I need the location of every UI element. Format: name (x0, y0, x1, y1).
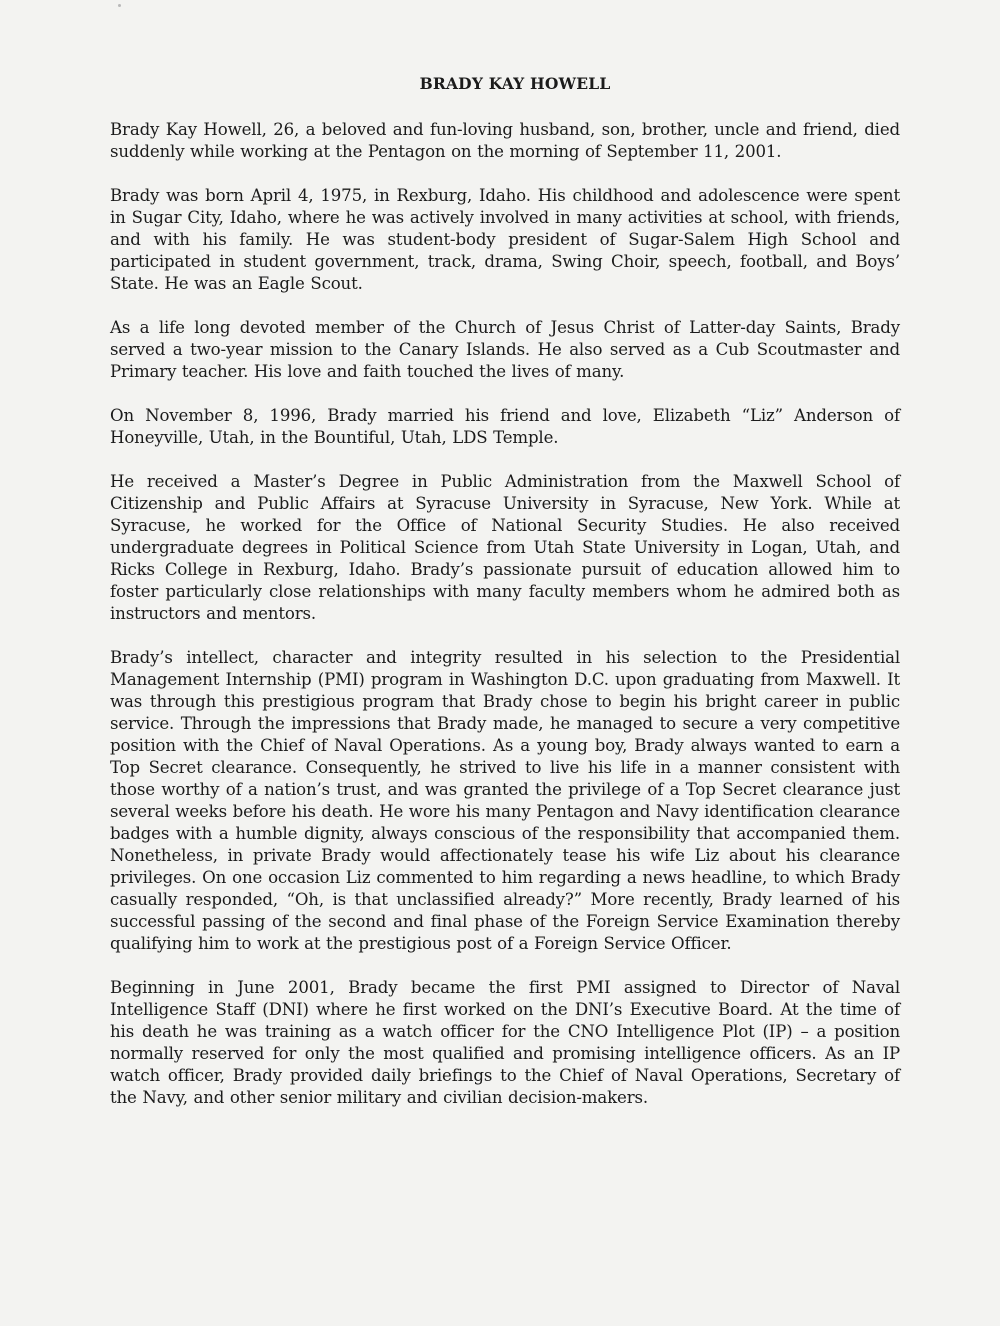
paragraph-career: Brady’s intellect, character and integrity resulted in his selection to the Presidential Management Internship (PMI) program in Washington D.C. upon graduating from Maxwell. It was through this prestigious program that Brady chose to begin his bright career in public service. Through the impressions that Brady made, he managed to secure a very competitive position with the Chief of Naval Operations. As a young boy, Brady always wanted to earn a Top Secret clearance. Consequently, he strived to live his life in a manner consistent with those worthy of a nation’s trust, and was granted the privilege of a Top Secret clearance just several weeks before his death. He wore his many Pentagon and Navy identification clearance badges with a humble dignity, always conscious of the responsibility that accompanied them. Nonetheless, in private Brady would affectionately tease his wife Liz about his clearance privileges. On one occasion Liz commented to him regarding a news headline, to which Brady casually responded, “Oh, is that unclassified already?” More recently, Brady learned of his successful passing of the second and final phase of the Foreign Service Examination thereby qualifying him to work at the prestigious post of a Foreign Service Officer. (110, 648, 900, 953)
document-title: BRADY KAY HOWELL (419, 74, 611, 93)
paragraph-naval-intelligence: Beginning in June 2001, Brady became the first PMI assigned to Director of Naval Intelligence Staff (DNI) where he first worked on the DNI’s Executive Board. At the time of his death he was training as a watch officer for the CNO Intelligence Plot (IP) – a position normally reserved for only the most qualified and promising intelligence officers. As an IP watch officer, Brady provided daily briefings to the Chief of Naval Operations, Secretary of the Navy, and other senior military and civilian decision-makers. (110, 978, 900, 1107)
scan-speck (118, 4, 121, 7)
paragraph-early-life: Brady was born April 4, 1975, in Rexburg, Idaho. His childhood and adolescence were spent in Sugar City, Idaho, where he was actively involved in many activities at school, with friends, and with his family. He was student-body president of Sugar-Salem High School and participated in student government, track, drama, Swing Choir, speech, football, and Boys’ State. He was an Eagle Scout. (110, 186, 900, 293)
paragraph-education: He received a Master’s Degree in Public Administration from the Maxwell School of Citizenship and Public Affairs at Syracuse University in Syracuse, New York. While at Syracuse, he worked for the Office of National Security Studies. He also received undergraduate degrees in Political Science from Utah State University in Logan, Utah, and Ricks College in Rexburg, Idaho. Brady’s passionate pursuit of education allowed him to foster particularly close relationships with many faculty members whom he admired both as instructors and mentors. (110, 472, 900, 623)
paragraph-intro: Brady Kay Howell, 26, a beloved and fun-loving husband, son, brother, uncle and friend, died suddenly while working at the Pentagon on the morning of September 11, 2001. (110, 120, 900, 161)
paragraph-marriage: On November 8, 1996, Brady married his friend and love, Elizabeth “Liz” Anderson of Honeyville, Utah, in the Bountiful, Utah, LDS Temple. (110, 406, 900, 447)
paragraph-faith: As a life long devoted member of the Church of Jesus Christ of Latter-day Saints, Brady served a two-year mission to the Canary Islands. He also served as a Cub Scoutmaster and Primary teacher. His love and faith touched the lives of many. (110, 318, 900, 381)
